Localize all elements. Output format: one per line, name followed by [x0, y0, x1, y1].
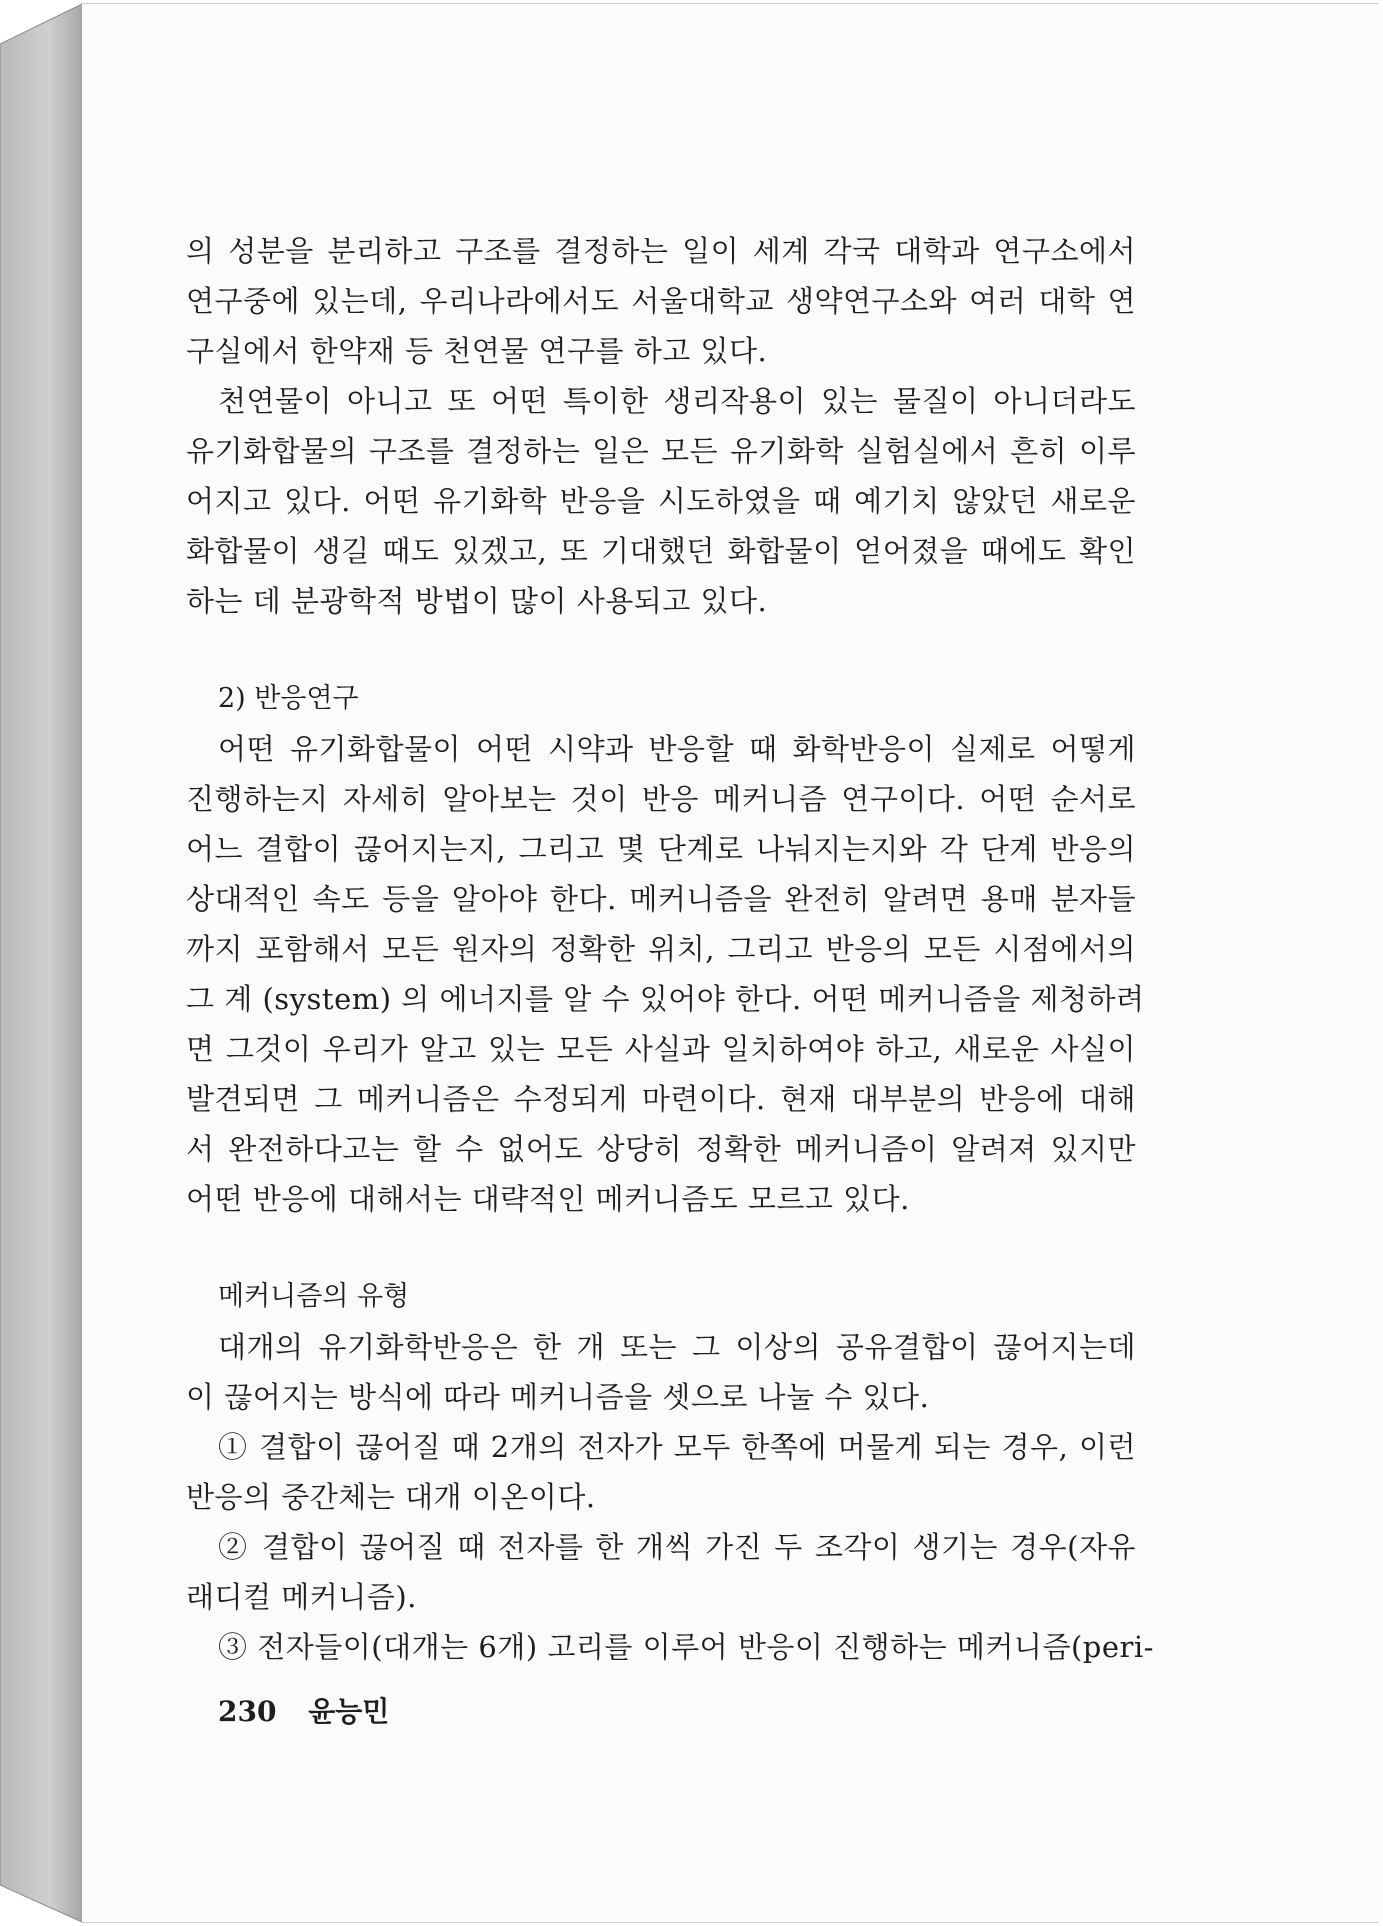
- section-heading: 2) 반응연구: [218, 683, 359, 714]
- text-line: 천연물이 아니고 또 어떤 특이한 생리작용이 있는 물질이 아니더라도: [218, 384, 1136, 418]
- section-heading: 메커니즘의 유형: [218, 1281, 410, 1312]
- text-line: 상대적인 속도 등을 알아야 한다. 메커니즘을 완전히 알려면 용매 분자들: [186, 882, 1136, 916]
- text-line: 발견되면 그 메커니즘은 수정되게 마련이다. 현재 대부분의 반응에 대해: [186, 1082, 1136, 1116]
- page-number: 230: [218, 1695, 277, 1728]
- text-line: 의 성분을 분리하고 구조를 결정하는 일이 세계 각국 대학과 연구소에서: [186, 234, 1136, 268]
- text-line: 유기화합물의 구조를 결정하는 일은 모든 유기화학 실험실에서 흔히 이루: [186, 434, 1136, 468]
- text-line: 어지고 있다. 어떤 유기화학 반응을 시도하였을 때 예기치 않았던 새로운: [186, 484, 1136, 518]
- text-line: 진행하는지 자세히 알아보는 것이 반응 메커니즘 연구이다. 어떤 순서로: [186, 782, 1136, 816]
- text-line: 어떤 유기화합물이 어떤 시약과 반응할 때 화학반응이 실제로 어떻게: [218, 732, 1136, 766]
- section-mechanism-types: [186, 1272, 1154, 1672]
- paragraph-1: [186, 226, 1136, 376]
- text-line: 하는 데 분광학적 방법이 많이 사용되고 있다.: [186, 584, 768, 618]
- text-line: 구실에서 한약재 등 천연물 연구를 하고 있다.: [186, 334, 768, 368]
- text-line: 화합물이 생길 때도 있겠고, 또 기대했던 화합물이 얻어졌을 때에도 확인: [186, 534, 1136, 568]
- section-gap: [186, 1224, 1136, 1272]
- page-footer: [218, 1690, 389, 1730]
- section-gap: [186, 626, 1136, 674]
- text-line: 어느 결합이 끊어지는지, 그리고 몇 단계로 나눠지는지와 각 단계 반응의: [186, 832, 1136, 866]
- text-line: 래디컬 메커니즘).: [186, 1580, 417, 1614]
- text-line: 면 그것이 우리가 알고 있는 모든 사실과 일치하여야 하고, 새로운 사실이: [186, 1032, 1136, 1066]
- list-item-3: ③ 전자들이(대개는 6개) 고리를 이루어 반응이 진행하는 메커니즘(peri-: [218, 1630, 1154, 1664]
- text-line: 어떤 반응에 대해서는 대략적인 메커니즘도 모르고 있다.: [186, 1182, 910, 1216]
- section-reaction-study: [186, 674, 1145, 1224]
- paragraph-2: [186, 376, 1136, 626]
- text-line: 이 끊어지는 방식에 따라 메커니즘을 셋으로 나눌 수 있다.: [186, 1380, 930, 1414]
- text-line: 까지 포함해서 모든 원자의 정확한 위치, 그리고 반응의 모든 시점에서의: [186, 932, 1136, 966]
- text-line: 대개의 유기화학반응은 한 개 또는 그 이상의 공유결합이 끊어지는데: [218, 1330, 1136, 1364]
- text-line: 반응의 중간체는 대개 이온이다.: [186, 1480, 596, 1514]
- list-item-1: ① 결합이 끊어질 때 2개의 전자가 모두 한쪽에 머물게 되는 경우, 이런: [218, 1430, 1136, 1464]
- text-line: 그 계 (system) 의 에너지를 알 수 있어야 한다. 어떤 메커니즘을 제청하려: [186, 982, 1145, 1016]
- text-line: 연구중에 있는데, 우리나라에서도 서울대학교 생약연구소와 여러 대학 연: [186, 284, 1136, 318]
- page-text-body: [186, 226, 1154, 1672]
- author-name: 윤능민: [308, 1695, 390, 1728]
- text-line: 서 완전하다고는 할 수 없어도 상당히 정확한 메커니즘이 알려져 있지만: [186, 1132, 1136, 1166]
- list-item-2: ② 결합이 끊어질 때 전자를 한 개씩 가진 두 조각이 생기는 경우(자유: [218, 1530, 1136, 1564]
